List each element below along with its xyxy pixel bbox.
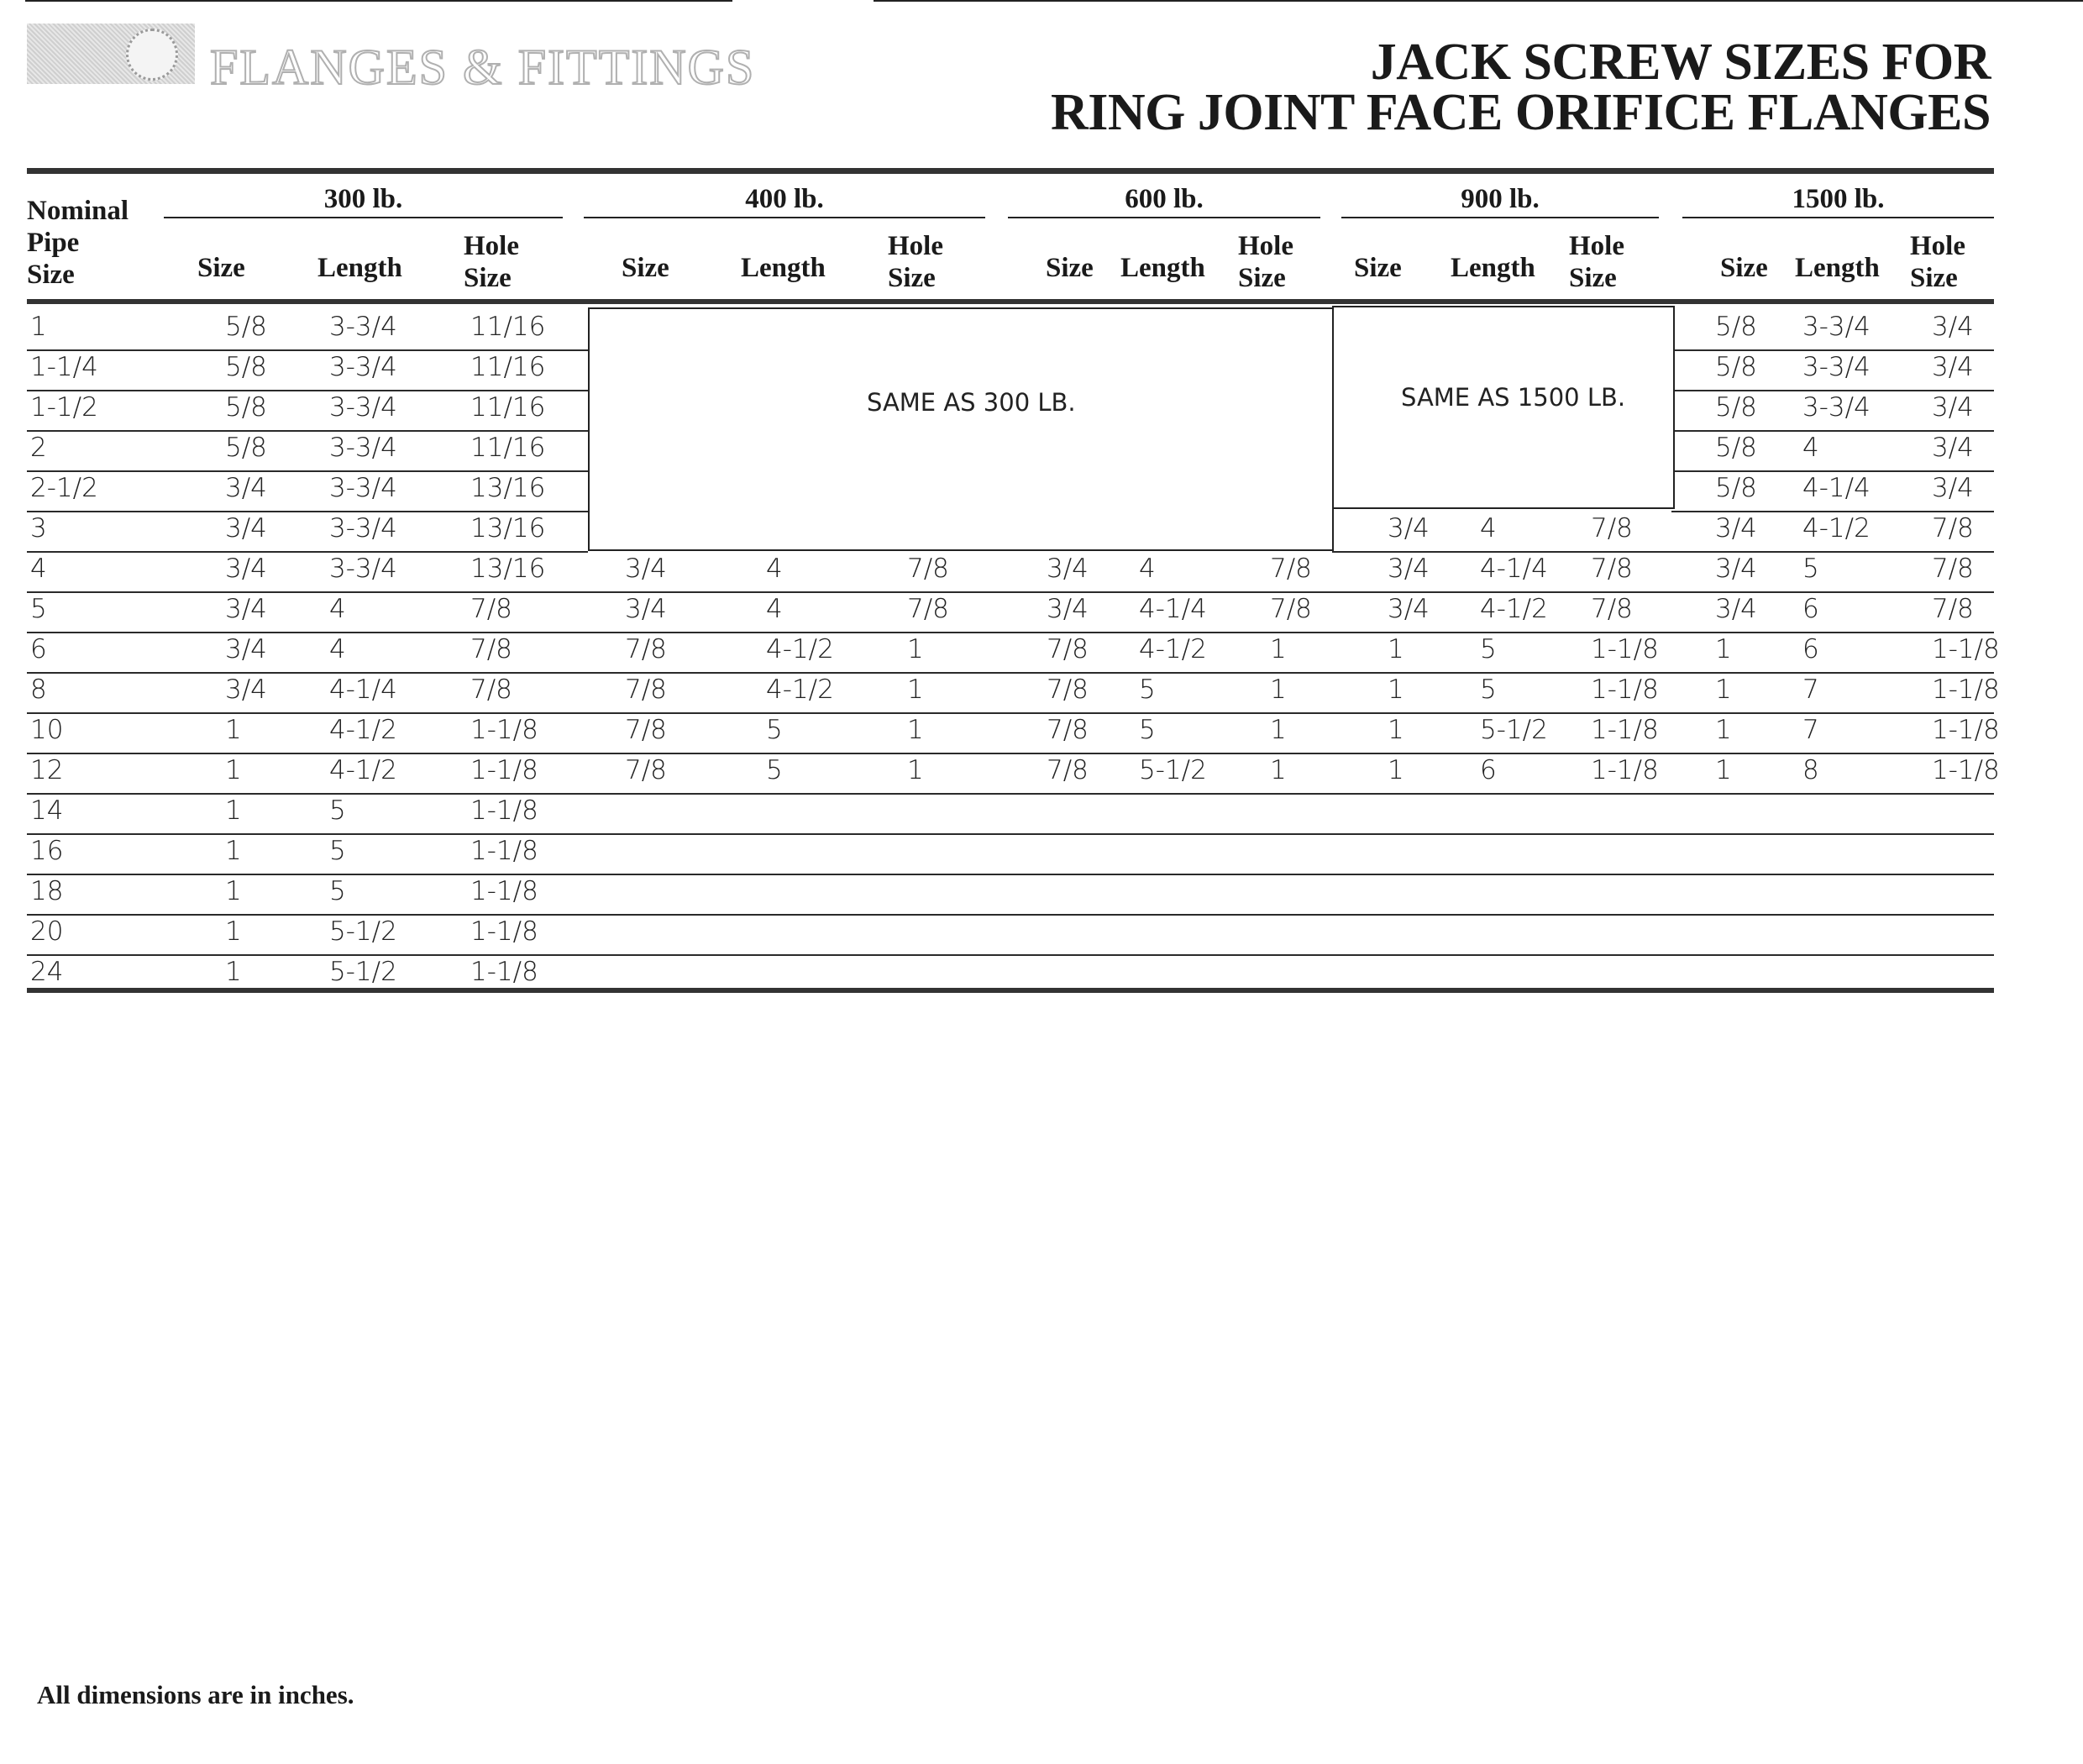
row-divider bbox=[1671, 511, 1994, 512]
table-cell: 7/8 bbox=[1047, 715, 1089, 745]
table-cell: 5/8 bbox=[225, 352, 267, 382]
table-cell: 4-1/2 bbox=[766, 675, 834, 705]
table-cell: 7/8 bbox=[625, 715, 667, 745]
table-cell: 7/8 bbox=[625, 755, 667, 785]
table-cell: 5 bbox=[329, 876, 346, 906]
row-divider bbox=[27, 793, 1994, 795]
table-cell: 5/8 bbox=[225, 312, 267, 342]
table-cell: 7/8 bbox=[1270, 554, 1312, 584]
table-cell: 3/4 bbox=[225, 513, 267, 543]
row-divider bbox=[27, 470, 588, 472]
row-divider bbox=[27, 712, 1994, 714]
row-divider bbox=[1671, 390, 1994, 391]
table-cell: 3/4 bbox=[1715, 513, 1757, 543]
page-title bbox=[1050, 34, 1991, 141]
row-divider bbox=[27, 632, 1994, 633]
class-header: 300 lb. bbox=[323, 184, 403, 214]
size-subheader: Size bbox=[622, 253, 669, 283]
table-cell: 4 bbox=[1802, 433, 1819, 463]
table-cell: 3-3/4 bbox=[1802, 352, 1871, 382]
table-cell: 3/4 bbox=[1932, 352, 1974, 382]
pipe-size-cell: 2-1/2 bbox=[30, 473, 98, 503]
table-cell: 6 bbox=[1802, 634, 1819, 664]
table-cell: 13/16 bbox=[470, 513, 546, 543]
table-cell: 6 bbox=[1480, 755, 1497, 785]
table-cell: 7/8 bbox=[625, 634, 667, 664]
pipe-size-cell: 24 bbox=[30, 957, 64, 987]
table-cell: 3/4 bbox=[1047, 594, 1089, 624]
table-cell: 4 bbox=[766, 554, 783, 584]
table-cell: 3/4 bbox=[1715, 554, 1757, 584]
table-cell: 3/4 bbox=[1932, 392, 1974, 423]
pipe-size-cell: 8 bbox=[30, 675, 47, 705]
row-divider bbox=[27, 591, 1994, 593]
row-divider bbox=[27, 833, 1994, 835]
table-cell: 3/4 bbox=[225, 473, 267, 503]
table-cell: 3/4 bbox=[1388, 594, 1430, 624]
table-cell: 3-3/4 bbox=[329, 352, 397, 382]
table-cell: 7 bbox=[1802, 715, 1819, 745]
title-line-2: RING JOINT FACE ORIFICE FLANGES bbox=[1050, 84, 1991, 141]
table-cell: 1 bbox=[1715, 755, 1732, 785]
table-cell: 1-1/8 bbox=[470, 715, 538, 745]
table-cell: 1-1/8 bbox=[1932, 634, 2000, 664]
table-cell: 7/8 bbox=[470, 675, 512, 705]
table-cell: 1-1/8 bbox=[1591, 755, 1659, 785]
table-cell: 1-1/8 bbox=[470, 916, 538, 947]
table-cell: 3-3/4 bbox=[1802, 392, 1871, 423]
class-underline bbox=[1008, 217, 1320, 218]
row-divider bbox=[27, 753, 1994, 754]
table-cell: 13/16 bbox=[470, 473, 546, 503]
brand-name: FLANGES & FITTINGS bbox=[210, 39, 756, 95]
table-cell: 11/16 bbox=[470, 312, 546, 342]
table-cell: 7/8 bbox=[470, 594, 512, 624]
table-cell: 3-3/4 bbox=[329, 433, 397, 463]
table-cell: 3/4 bbox=[625, 554, 667, 584]
class-underline bbox=[584, 217, 985, 218]
pipe-size-cell: 3 bbox=[30, 513, 47, 543]
pipe-size-cell: 2 bbox=[30, 433, 47, 463]
table-cell: 11/16 bbox=[470, 352, 546, 382]
table-cell: 1 bbox=[907, 675, 924, 705]
table-cell: 8 bbox=[1802, 755, 1819, 785]
table-cell: 1 bbox=[225, 916, 242, 947]
table-cell: 3/4 bbox=[1715, 594, 1757, 624]
table-cell: 7 bbox=[1802, 675, 1819, 705]
table-cell: 3-3/4 bbox=[329, 473, 397, 503]
table-cell: 1 bbox=[1270, 755, 1287, 785]
table-top-rule bbox=[27, 168, 1994, 174]
table-cell: 7/8 bbox=[907, 594, 949, 624]
table-cell: 3/4 bbox=[1047, 554, 1089, 584]
table-cell: 7/8 bbox=[1591, 594, 1633, 624]
table-cell: 5 bbox=[329, 836, 346, 866]
table-cell: 4-1/2 bbox=[329, 715, 397, 745]
class-underline bbox=[1341, 217, 1659, 218]
table-cell: 1-1/8 bbox=[470, 836, 538, 866]
table-cell: 7/8 bbox=[1047, 675, 1089, 705]
same-as-300-note: SAME AS 300 LB. bbox=[867, 388, 1076, 417]
table-cell: 1-1/8 bbox=[470, 795, 538, 826]
table-cell: 1-1/8 bbox=[470, 957, 538, 987]
row-divider bbox=[27, 551, 588, 553]
table-cell: 1 bbox=[225, 836, 242, 866]
table-cell: 1-1/8 bbox=[1932, 755, 2000, 785]
row-divider bbox=[27, 349, 588, 351]
table-cell: 1-1/8 bbox=[470, 876, 538, 906]
class-underline bbox=[1682, 217, 1994, 218]
table-cell: 5/8 bbox=[1715, 352, 1757, 382]
table-cell: 1 bbox=[225, 715, 242, 745]
table-cell: 3/4 bbox=[625, 594, 667, 624]
table-cell: 5/8 bbox=[1715, 312, 1757, 342]
table-cell: 1-1/8 bbox=[1591, 675, 1659, 705]
table-cell: 5 bbox=[1139, 715, 1156, 745]
pipe-size-cell: 14 bbox=[30, 795, 64, 826]
pipe-size-cell: 16 bbox=[30, 836, 64, 866]
table-cell: 4 bbox=[329, 594, 346, 624]
table-cell: 11/16 bbox=[470, 433, 546, 463]
table-cell: 7/8 bbox=[1047, 755, 1089, 785]
table-cell: 4-1/2 bbox=[1480, 594, 1548, 624]
table-cell: 1 bbox=[907, 634, 924, 664]
table-cell: 7/8 bbox=[1591, 554, 1633, 584]
table-cell: 1-1/8 bbox=[470, 755, 538, 785]
table-cell: 5-1/2 bbox=[329, 957, 397, 987]
pipe-size-cell: 10 bbox=[30, 715, 64, 745]
row-divider bbox=[27, 390, 588, 391]
table-cell: 1-1/8 bbox=[1591, 634, 1659, 664]
row-divider bbox=[1671, 349, 1994, 351]
hole-size-subheader: Hole Size bbox=[1910, 231, 1965, 293]
class-header: 600 lb. bbox=[1125, 184, 1204, 214]
table-cell: 5/8 bbox=[1715, 392, 1757, 423]
pipe-size-cell: 20 bbox=[30, 916, 64, 947]
table-cell: 1 bbox=[225, 876, 242, 906]
table-cell: 5/8 bbox=[225, 392, 267, 423]
pipe-size-cell: 6 bbox=[30, 634, 47, 664]
hole-size-subheader: Hole Size bbox=[1569, 231, 1624, 293]
top-rule-left bbox=[25, 0, 732, 2]
table-cell: 1 bbox=[907, 715, 924, 745]
size-subheader: Size bbox=[1354, 253, 1402, 283]
row-divider bbox=[27, 914, 1994, 916]
table-cell: 1 bbox=[225, 755, 242, 785]
pipe-size-cell: 1 bbox=[30, 312, 47, 342]
row-divider bbox=[27, 954, 1994, 956]
flange-logo-icon bbox=[126, 29, 178, 81]
table-cell: 4 bbox=[1139, 554, 1156, 584]
pipe-size-header: Nominal Pipe Size bbox=[27, 196, 129, 290]
table-cell: 1-1/8 bbox=[1932, 675, 2000, 705]
table-cell: 1-1/8 bbox=[1932, 715, 2000, 745]
length-subheader: Length bbox=[741, 253, 826, 283]
table-cell: 4-1/4 bbox=[1480, 554, 1548, 584]
size-subheader: Size bbox=[197, 253, 245, 283]
pipe-size-cell: 12 bbox=[30, 755, 64, 785]
class-header: 900 lb. bbox=[1461, 184, 1540, 214]
table-cell: 4 bbox=[329, 634, 346, 664]
table-cell: 5 bbox=[1139, 675, 1156, 705]
table-cell: 4-1/4 bbox=[1802, 473, 1871, 503]
table-cell: 4-1/2 bbox=[329, 755, 397, 785]
table-cell: 3-3/4 bbox=[329, 312, 397, 342]
class-header: 1500 lb. bbox=[1792, 184, 1885, 214]
table-cell: 13/16 bbox=[470, 554, 546, 584]
table-cell: 1 bbox=[907, 755, 924, 785]
size-subheader: Size bbox=[1720, 253, 1768, 283]
table-cell: 5-1/2 bbox=[1139, 755, 1207, 785]
row-divider bbox=[27, 511, 588, 512]
table-cell: 5/8 bbox=[225, 433, 267, 463]
table-cell: 1 bbox=[1270, 675, 1287, 705]
table-cell: 4-1/2 bbox=[766, 634, 834, 664]
table-cell: 7/8 bbox=[1591, 513, 1633, 543]
table-cell: 4 bbox=[1480, 513, 1497, 543]
table-cell: 5 bbox=[1802, 554, 1819, 584]
class-header: 400 lb. bbox=[745, 184, 824, 214]
top-rule-right bbox=[874, 0, 2083, 2]
table-cell: 5 bbox=[329, 795, 346, 826]
length-subheader: Length bbox=[1451, 253, 1535, 283]
table-cell: 4-1/2 bbox=[1802, 513, 1871, 543]
table-cell: 7/8 bbox=[907, 554, 949, 584]
table-cell: 1 bbox=[225, 795, 242, 826]
row-divider bbox=[27, 430, 588, 432]
table-cell: 3-3/4 bbox=[329, 513, 397, 543]
table-cell: 3/4 bbox=[1388, 513, 1430, 543]
pipe-size-cell: 1-1/2 bbox=[30, 392, 98, 423]
table-cell: 3/4 bbox=[225, 675, 267, 705]
length-subheader: Length bbox=[317, 253, 402, 283]
table-cell: 7/8 bbox=[1932, 554, 1974, 584]
size-subheader: Size bbox=[1046, 253, 1094, 283]
table-cell: 1 bbox=[1388, 634, 1404, 664]
table-cell: 1 bbox=[1715, 675, 1732, 705]
table-cell: 5 bbox=[1480, 634, 1497, 664]
table-cell: 4-1/2 bbox=[1139, 634, 1207, 664]
table-cell: 1 bbox=[1388, 755, 1404, 785]
table-cell: 3/4 bbox=[1932, 312, 1974, 342]
table-cell: 1 bbox=[1715, 715, 1732, 745]
table-cell: 3-3/4 bbox=[329, 392, 397, 423]
same-as-1500-note: SAME AS 1500 LB. bbox=[1401, 383, 1626, 412]
table-cell: 3/4 bbox=[225, 634, 267, 664]
table-cell: 7/8 bbox=[470, 634, 512, 664]
table-cell: 4 bbox=[766, 594, 783, 624]
table-cell: 4-1/4 bbox=[1139, 594, 1207, 624]
class-underline bbox=[164, 217, 563, 218]
pipe-size-cell: 4 bbox=[30, 554, 47, 584]
footnote: All dimensions are in inches. bbox=[37, 1680, 354, 1709]
row-divider bbox=[1671, 470, 1994, 472]
header-bottom-rule bbox=[27, 299, 1994, 304]
table-cell: 1 bbox=[1388, 675, 1404, 705]
title-line-1: JACK SCREW SIZES FOR bbox=[1370, 34, 1991, 91]
table-cell: 5 bbox=[1480, 675, 1497, 705]
table-cell: 3/4 bbox=[1932, 473, 1974, 503]
length-subheader: Length bbox=[1120, 253, 1205, 283]
table-cell: 7/8 bbox=[1932, 594, 1974, 624]
table-cell: 3-3/4 bbox=[329, 554, 397, 584]
table-cell: 3/4 bbox=[225, 594, 267, 624]
table-cell: 7/8 bbox=[625, 675, 667, 705]
same-as-300-box bbox=[588, 307, 1334, 551]
table-cell: 7/8 bbox=[1047, 634, 1089, 664]
table-cell: 5 bbox=[766, 715, 783, 745]
row-divider bbox=[27, 672, 1994, 674]
table-cell: 1 bbox=[1388, 715, 1404, 745]
row-divider bbox=[1332, 551, 1994, 553]
table-cell: 1 bbox=[1270, 634, 1287, 664]
length-subheader: Length bbox=[1795, 253, 1880, 283]
table-cell: 1 bbox=[1715, 634, 1732, 664]
table-cell: 5-1/2 bbox=[1480, 715, 1548, 745]
pipe-size-cell: 18 bbox=[30, 876, 64, 906]
pipe-size-cell: 1-1/4 bbox=[30, 352, 98, 382]
table-cell: 5-1/2 bbox=[329, 916, 397, 947]
table-cell: 6 bbox=[1802, 594, 1819, 624]
pipe-size-cell: 5 bbox=[30, 594, 47, 624]
table-cell: 3-3/4 bbox=[1802, 312, 1871, 342]
table-cell: 5 bbox=[766, 755, 783, 785]
table-cell: 1-1/8 bbox=[1591, 715, 1659, 745]
table-cell: 3/4 bbox=[225, 554, 267, 584]
table-cell: 11/16 bbox=[470, 392, 546, 423]
row-divider bbox=[27, 874, 1994, 875]
table-cell: 3/4 bbox=[1388, 554, 1430, 584]
table-cell: 5/8 bbox=[1715, 433, 1757, 463]
hole-size-subheader: Hole Size bbox=[1238, 231, 1293, 293]
table-cell: 1 bbox=[225, 957, 242, 987]
table-cell: 7/8 bbox=[1270, 594, 1312, 624]
table-cell: 5/8 bbox=[1715, 473, 1757, 503]
table-cell: 1 bbox=[1270, 715, 1287, 745]
table-bottom-rule bbox=[27, 988, 1994, 993]
row-divider bbox=[1671, 430, 1994, 432]
hole-size-subheader: Hole Size bbox=[464, 231, 519, 293]
table-cell: 4-1/4 bbox=[329, 675, 397, 705]
table-cell: 3/4 bbox=[1932, 433, 1974, 463]
table-cell: 7/8 bbox=[1932, 513, 1974, 543]
hole-size-subheader: Hole Size bbox=[888, 231, 943, 293]
